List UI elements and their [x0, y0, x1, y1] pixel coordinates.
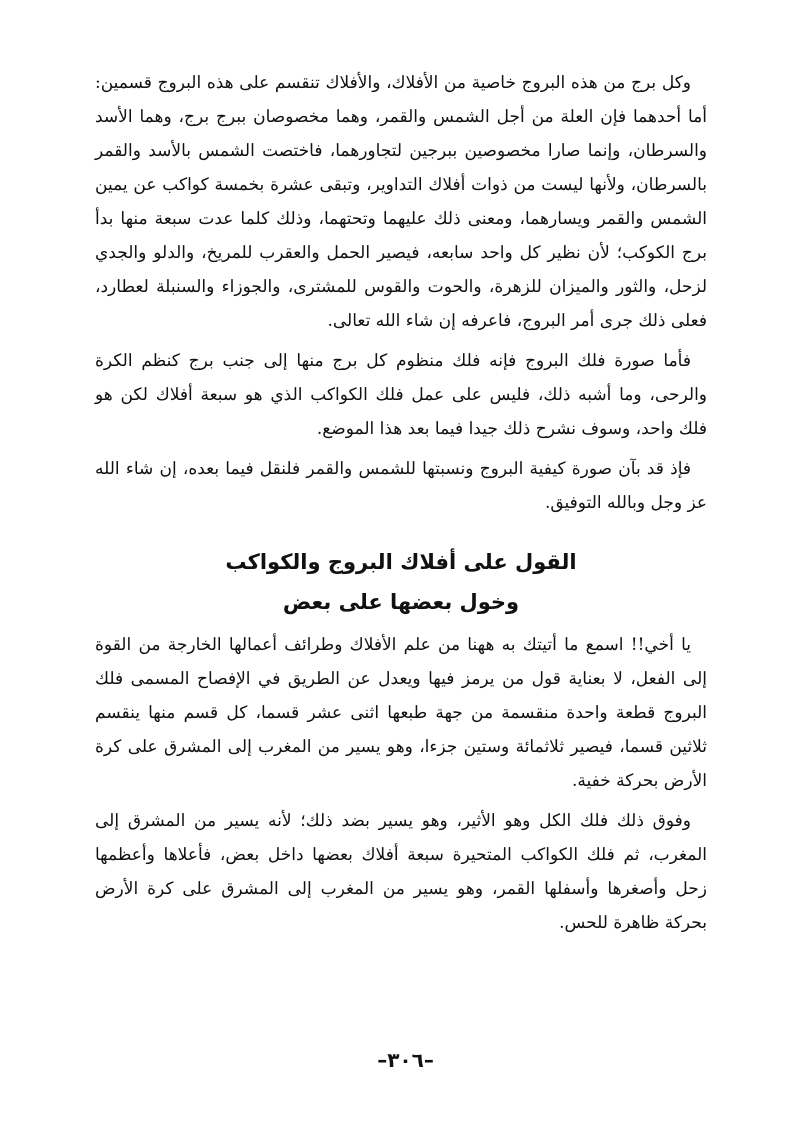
- section-heading-line-1: القول على أفلاك البروج والكواكب: [225, 550, 577, 574]
- paragraph-ether-sphere: وفوق ذلك فلك الكل وهو الأثير، وهو يسير بضد ذلك؛ لأنه يسير من المشرق إلى المغرب، ثم فلك الكواكب المتحيرة سبعة أفلاك بعضها داخل بعض، فأعلاها وأعظمها زحل وأصغرها وأسفلها القمر، وهو يسير من المغرب إلى المشرق على كرة الأرض بحركة ظاهرة للحس.: [95, 811, 707, 933]
- page-number: –٣٠٦–: [377, 1048, 434, 1072]
- page-body: [95, 66, 707, 940]
- paragraph-zodiac-sphere: يا أخي!! اسمع ما أتيتك به ههنا من علم الأفلاك وطرائف أعمالها الخارجة من القوة إلى الفعل، لا بعناية قول من يرمز فيها ويعدل عن الطريق في الإفصاح المسمى فلك البروج قطعة واحدة منقسمة من جهة طبعها اثنى عشر قسما، كل قسم منها ينقسم ثلاثين قسما، فيصير ثلاثمائة وستين جزءا، وهو يسير من المغرب إلى المشرق على كرة الأرض بحركة خفية.: [95, 635, 707, 791]
- paragraph-zodiac-form: فأما صورة فلك البروج فإنه فلك منظوم كل برج منها إلى جنب برج كنظم الكرة والرحى، وما أشبه ذلك، فليس على عمل فلك الكواكب الذي هو سبعة أفلاك لكن هو فلك واحد، وسوف نشرح ذلك جيدا فيما بعد هذا الموضع.: [95, 351, 707, 439]
- section-heading: [95, 542, 707, 622]
- section-heading-line-2: وخول بعضها على بعض: [282, 590, 520, 614]
- paragraph-zodiac-houses: وكل برج من هذه البروج خاصية من الأفلاك، والأفلاك تنقسم على هذه البروج قسمين: أما أحدهما فإن العلة من أجل الشمس والقمر، وهما مخصوصان ببرج برج، وهما الأسد والسرطان، وإنما صارا مخصوصين ببرجين لتجاورهما، فاختصت الشمس بالأسد والقمر بالسرطان، ولأنها ليست من ذوات أفلاك التداوير، وتبقى عشرة بخمسة كواكب عن يمين الشمس والقمر ويسارهما، ومعنى ذلك عليهما وتحتهما، وذلك كلما عدت سبعة منها بدأ برج الكوكب؛ لأن نظير كل واحد سابعه، فيصير الحمل والعقرب للمريخ، والدلو والجدي لزحل، والثور والميزان للزهرة، والحوت والقوس للمشترى، والجوزاء والسنبلة لعطارد، فعلى ذلك جرى أمر البروج، فاعرفه إن شاء الله تعالى.: [95, 73, 707, 331]
- paragraph-transition: فإذ قد بآن صورة كيفية البروج ونسبتها للشمس والقمر فلنقل فيما بعده، إن شاء الله عز وجل وبالله التوفيق.: [95, 459, 707, 513]
